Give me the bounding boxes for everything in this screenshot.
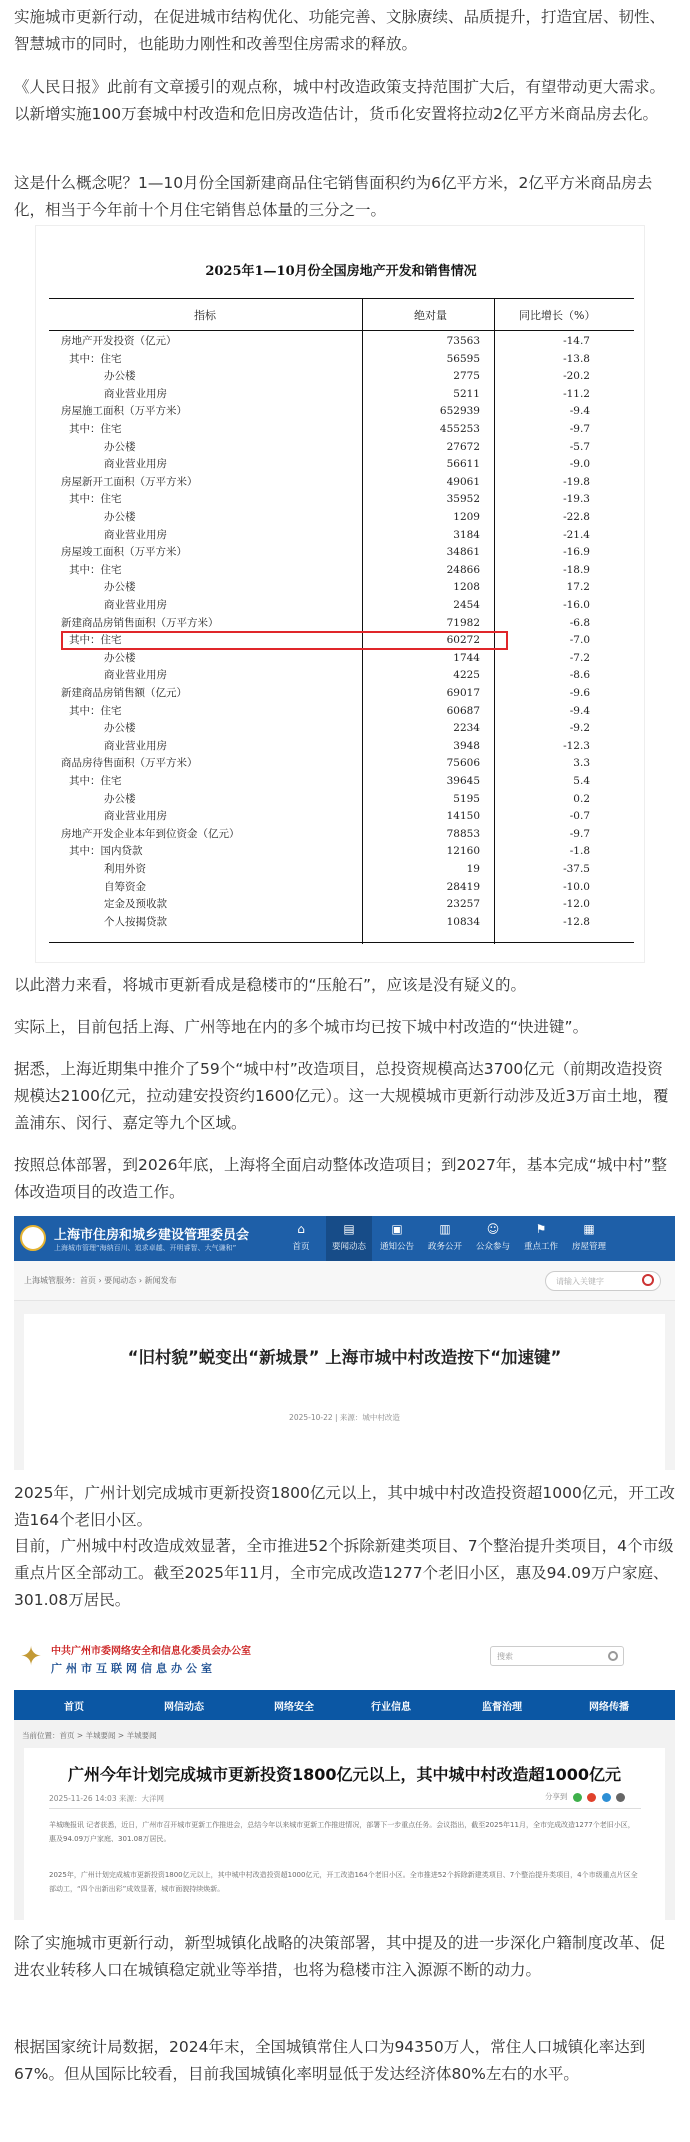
row-value: 2234: [453, 722, 480, 735]
row-indicator: 商业营业用房: [104, 458, 167, 471]
highlight-box: [61, 631, 508, 650]
row-value: 60272: [446, 634, 480, 647]
table-row: [49, 386, 634, 404]
row-indicator: 房屋新开工面积（万平方米）: [61, 475, 198, 488]
row-growth: -11.2: [563, 387, 590, 400]
row-value: 1744: [453, 651, 480, 664]
table-row: [49, 562, 634, 580]
row-value: 12160: [446, 845, 480, 858]
row-growth: -9.7: [569, 423, 590, 435]
row-indicator: 房地产开发企业本年到位资金（亿元）: [61, 827, 240, 840]
paragraph-8: 2025年，广州计划完成城市更新投资1800亿元以上，其中城中村改造投资超1000亿元，开工改造164个老旧小区。: [14, 1484, 675, 1529]
row-growth: -9.7: [569, 827, 590, 840]
table-row: [49, 791, 634, 809]
article-card: [24, 1748, 665, 1920]
row-value: 60687: [446, 704, 480, 717]
paragraph-1: 实施城市更新行动，在促进城市结构优化、功能完善、文脉赓续、品质提升，打造宜居、韧性、智慧城市的同时，也能助力刚性和改善型住房需求的释放。: [14, 8, 666, 53]
article-area: [14, 1720, 675, 1920]
paragraph-7: 按照总体部署，到2026年底，上海将全面启动整体改造项目；到2027年，基本完成“城中村”整体改造项目的改造工作。: [14, 1156, 667, 1201]
row-growth: -20.2: [563, 370, 590, 383]
paragraph-4: 以此潜力来看，将城市更新看成是稳楼市的“压舱石”，应该是没有疑义的。: [14, 976, 527, 994]
row-growth: 17.2: [566, 581, 590, 594]
row-indicator: 其中：国内贷款: [69, 845, 143, 858]
row-indicator: 其中：住宅: [69, 634, 122, 647]
table-row: [49, 879, 634, 897]
search-input[interactable]: [545, 1271, 661, 1291]
row-indicator: 办公楼: [104, 440, 136, 453]
row-growth: -12.8: [563, 915, 590, 928]
row-growth: -13.8: [563, 352, 590, 365]
row-indicator: 办公楼: [104, 651, 136, 664]
table-row: [49, 351, 634, 369]
row-value: 56611: [446, 458, 480, 471]
row-value: 49061: [446, 475, 480, 488]
row-growth: 3.3: [573, 757, 590, 770]
table-row: [49, 456, 634, 474]
breadcrumb-bar: [14, 1261, 675, 1301]
nav-label: 重点工作: [523, 1242, 558, 1252]
table-row: [49, 474, 634, 492]
row-value: 1209: [453, 511, 480, 523]
row-indicator: 商业营业用房: [104, 739, 167, 752]
people-icon: ☺: [486, 1222, 500, 1236]
table-row: [49, 544, 634, 562]
nav-label: 房屋管理: [571, 1242, 606, 1252]
home-icon: ⌂: [297, 1222, 305, 1236]
news-icon: ▤: [343, 1222, 355, 1236]
article-body-2: 2025年，广州计划完成城市更新投资1800亿元以上，其中城中村改造投资超1000亿元，开工改造164个老旧小区。全市推进52个拆除新建类项目、7个整治提升类项目，4个市级重点片区全部动工，“四个出新出彩”成效显著，城市面貌持续焕新。: [49, 1871, 638, 1893]
row-value: 5211: [453, 387, 480, 400]
search-placeholder: 请输入关键字: [556, 1277, 604, 1286]
row-growth: -21.4: [563, 528, 590, 541]
search-icon[interactable]: [608, 1651, 618, 1661]
row-value: 652939: [439, 405, 480, 418]
row-growth: -22.8: [563, 511, 590, 523]
header-indicator: 指标: [194, 309, 216, 322]
row-growth: -5.7: [569, 440, 590, 453]
emblem-logo: ✦: [20, 1642, 42, 1672]
share-bar: [545, 1791, 625, 1802]
nav-industry[interactable]: 行业信息: [371, 1702, 411, 1713]
emblem-logo: [20, 1225, 46, 1251]
nav-news[interactable]: [326, 1216, 372, 1261]
row-growth: -16.9: [563, 546, 590, 559]
row-growth: -16.0: [563, 599, 590, 611]
row-indicator: 自筹资金: [104, 880, 146, 893]
row-indicator: 办公楼: [104, 370, 136, 383]
table-row: [49, 579, 634, 597]
flag-icon: ⚑: [535, 1222, 547, 1236]
row-value: 2454: [453, 599, 480, 611]
row-indicator: 商品房待售面积（万平方米）: [61, 757, 198, 770]
table-row: [49, 491, 634, 509]
row-growth: -19.3: [563, 493, 590, 506]
article-title: 广州今年计划完成城市更新投资1800亿元以上，其中城中村改造超1000亿元: [67, 1765, 622, 1784]
row-value: 3184: [453, 528, 480, 541]
row-value: 23257: [446, 898, 480, 911]
table-row: [49, 720, 634, 738]
nav-participate[interactable]: [470, 1216, 516, 1261]
search-input[interactable]: [490, 1646, 624, 1666]
row-growth: -9.6: [569, 687, 590, 699]
row-growth: -18.9: [563, 563, 590, 576]
paragraph-6: 据悉，上海近期集中推介了59个“城中村”改造项目，总投资规模高达3700亿元（前期改造投资规模达2100亿元，拉动建安投资约1600亿元）。这一大规模城市更新行动涉及近3万亩土地，覆盖浦东、闵行、嘉定等九个区域。: [14, 1060, 669, 1132]
row-growth: -19.8: [563, 475, 590, 488]
breadcrumb: 上海城管服务：首页 › 要闻动态 › 新闻发布: [24, 1276, 177, 1285]
row-growth: -12.0: [563, 898, 590, 911]
row-value: 4225: [453, 669, 480, 682]
article-body-1: 羊城晚报讯 记者获悉，近日，广州市召开城市更新工作推进会，总结今年以来城市更新工作推进情况，部署下一步重点任务。会议指出，截至2025年11月，全市完成改造1277个老旧小区，惠及94.09万户家庭、301.08万居民。: [49, 1821, 635, 1843]
paragraph-10: 除了实施城市更新行动，新型城镇化战略的决策部署，其中提及的进一步深化户籍制度改革、促进农业转移人口在城镇稳定就业等举措，也将为稳楼市注入源源不断的动力。: [14, 1934, 666, 1979]
row-growth: -10.0: [563, 880, 590, 893]
row-indicator: 办公楼: [104, 581, 136, 594]
row-value: 71982: [446, 616, 480, 629]
nav-public[interactable]: [422, 1216, 468, 1261]
row-indicator: 个人按揭贷款: [104, 915, 167, 928]
table-row: [49, 403, 634, 421]
notice-icon: ▣: [391, 1222, 403, 1236]
row-value: 3948: [453, 739, 480, 752]
nav-supervision[interactable]: 监督治理: [482, 1702, 522, 1713]
nav-label: 要闻动态: [331, 1242, 366, 1252]
table-row: [49, 826, 634, 844]
paragraph-5: 实际上，目前包括上海、广州等地在内的多个城市均已按下城中村改造的“快进键”。: [14, 1018, 589, 1036]
table-row: [49, 527, 634, 545]
row-indicator: 办公楼: [104, 792, 136, 805]
nav-notices[interactable]: [374, 1216, 420, 1261]
nav-label: 政务公开: [427, 1242, 462, 1252]
row-growth: -6.8: [569, 616, 590, 629]
row-value: 28419: [446, 880, 480, 893]
nav-security[interactable]: 网络安全: [274, 1702, 314, 1713]
table-row: [49, 509, 634, 527]
row-indicator: 办公楼: [104, 511, 136, 523]
row-growth: -37.5: [563, 863, 590, 875]
row-indicator: 商业营业用房: [104, 599, 167, 611]
header-growth: 同比增长（%）: [519, 309, 596, 322]
row-indicator: 商业营业用房: [104, 528, 167, 541]
nav-communication[interactable]: 网络传播: [589, 1702, 629, 1713]
search-icon[interactable]: [642, 1274, 654, 1286]
row-growth: 0.2: [573, 792, 590, 805]
row-value: 10834: [446, 915, 480, 928]
row-indicator: 新建商品房销售额（亿元）: [61, 687, 187, 699]
article-meta: 2025-11-26 14:03 来源：大洋网: [49, 1794, 164, 1803]
bar-chart-icon: ▥: [439, 1222, 451, 1236]
row-indicator: 商业营业用房: [104, 810, 167, 823]
table-title: 2025年1—10月份全国房地产开发和销售情况: [205, 264, 477, 279]
table-row: [49, 439, 634, 457]
row-indicator: 定金及预收款: [104, 898, 167, 911]
building-icon: ▦: [583, 1222, 595, 1236]
statistics-table-image: [35, 225, 645, 963]
row-growth: -9.4: [569, 704, 590, 717]
row-indicator: 其中：住宅: [69, 704, 122, 717]
row-indicator: 新建商品房销售面积（万平方米）: [61, 616, 219, 629]
table-row: [49, 808, 634, 826]
row-growth: -12.3: [563, 739, 590, 752]
row-value: 75606: [446, 757, 480, 770]
table-row: [49, 667, 634, 685]
row-value: 35952: [446, 493, 480, 506]
print-icon[interactable]: [616, 1793, 625, 1802]
table-row: [49, 861, 634, 879]
row-growth: -7.0: [569, 634, 590, 647]
row-indicator: 房屋竣工面积（万平方米）: [61, 546, 187, 559]
row-indicator: 其中：住宅: [69, 775, 122, 787]
row-value: 2775: [453, 370, 480, 383]
row-growth: -9.0: [569, 458, 590, 471]
table-header: [49, 299, 634, 331]
row-indicator: 其中：住宅: [69, 563, 122, 576]
row-growth: -8.6: [569, 669, 590, 682]
weibo-icon[interactable]: [587, 1793, 596, 1802]
table-row: [49, 597, 634, 615]
row-indicator: 房地产开发投资（亿元）: [61, 335, 177, 347]
guangzhou-site-screenshot: [14, 1627, 675, 1920]
row-value: 78853: [446, 827, 480, 840]
table-row: [49, 755, 634, 773]
article-meta: 2025-10-22 | 来源：城中村改造: [289, 1413, 400, 1422]
table-row: [49, 843, 634, 861]
row-value: 19: [466, 863, 480, 875]
nav-label: 公众参与: [475, 1242, 510, 1252]
nav-label: 通知公告: [379, 1242, 414, 1252]
row-growth: -14.7: [563, 335, 590, 347]
site-header: [14, 1216, 675, 1261]
row-indicator: 其中：住宅: [69, 352, 122, 365]
table-row: [49, 615, 634, 633]
row-indicator: 利用外资: [104, 863, 146, 875]
row-value: 39645: [446, 775, 480, 787]
row-value: 27672: [446, 440, 480, 453]
row-value: 34861: [446, 546, 480, 559]
table-row: [49, 914, 634, 932]
row-growth: -7.2: [569, 651, 590, 664]
row-value: 24866: [446, 563, 480, 576]
row-growth: -9.4: [569, 405, 590, 418]
table-row: [49, 685, 634, 703]
paragraph-2: 《人民日报》此前有文章援引的观点称，城中村改造政策支持范围扩大后，有望带动更大需求。以新增实施100万套城中村改造和危旧房改造估计，货币化安置将拉动2亿平方米商品房去化。: [14, 78, 666, 123]
table-row: [49, 738, 634, 756]
nav-housing[interactable]: [566, 1216, 612, 1261]
share-label: 分享到: [544, 1792, 568, 1801]
row-indicator: 其中：住宅: [69, 423, 122, 435]
row-indicator: 商业营业用房: [104, 669, 167, 682]
row-indicator: 商业营业用房: [104, 387, 167, 400]
site-name-line-2: 广州市互联网信息办公室: [51, 1662, 216, 1675]
shanghai-site-screenshot: [14, 1216, 675, 1470]
header-absolute: 绝对量: [414, 309, 447, 322]
table-row: [49, 421, 634, 439]
site-nav: [14, 1690, 675, 1720]
table-row: [49, 773, 634, 791]
nav-news[interactable]: 网信动态: [164, 1702, 204, 1713]
row-value: 56595: [446, 352, 480, 365]
row-indicator: 其中：住宅: [69, 493, 122, 506]
site-name-line-1: 中共广州市委网络安全和信息化委员会办公室: [51, 1646, 251, 1657]
nav-label: 首页: [292, 1242, 310, 1252]
table-row: [49, 368, 634, 386]
site-slogan: 上海城市管理“海纳百川、追求卓越、开明睿智、大气谦和”: [54, 1244, 237, 1252]
qq-icon[interactable]: [602, 1793, 611, 1802]
row-value: 14150: [446, 810, 480, 823]
row-growth: -9.2: [569, 722, 590, 735]
site-name: 上海市住房和城乡建设管理委员会: [54, 1228, 250, 1243]
paragraph-3: 这是什么概念呢？1—10月份全国新建商品住宅销售面积约为6亿平方米，2亿平方米商品房去化，相当于今年前十个月住宅销售总体量的三分之一。: [14, 174, 653, 219]
row-indicator: 办公楼: [104, 722, 136, 735]
row-indicator: 房屋施工面积（万平方米）: [61, 405, 187, 418]
search-placeholder: 搜索: [497, 1652, 513, 1661]
article-title: “旧村貌”蜕变出“新城景” 上海市城中村改造按下“加速键”: [127, 1348, 562, 1367]
row-value: 1208: [453, 581, 480, 594]
row-growth: -0.7: [569, 810, 590, 823]
nav-home[interactable]: 首页: [64, 1702, 84, 1713]
statistics-table: [49, 298, 634, 943]
breadcrumb: 当前位置：首页 > 羊城要闻 > 羊城要闻: [22, 1731, 157, 1740]
nav-key-work[interactable]: [518, 1216, 564, 1261]
table-row: [49, 650, 634, 668]
row-value: 73563: [446, 335, 480, 347]
row-value: 5195: [453, 792, 480, 805]
table-row: [49, 896, 634, 914]
wechat-icon[interactable]: [573, 1793, 582, 1802]
paragraph-9: 目前，广州城中村改造成效显著，全市推进52个拆除新建类项目、7个整治提升类项目，4个市级重点片区全部动工。截至2025年11月，全市完成改造1277个老旧小区，惠及94.09万户家庭、301.08万居民。: [14, 1537, 674, 1609]
nav-home[interactable]: [278, 1216, 324, 1261]
row-growth: -1.8: [569, 845, 590, 858]
table-row: [49, 703, 634, 721]
article-card: [24, 1314, 665, 1470]
row-value: 69017: [446, 687, 480, 699]
table-row: [49, 333, 634, 351]
row-growth: 5.4: [573, 775, 590, 787]
divider: [49, 1808, 641, 1809]
row-value: 455253: [439, 423, 480, 435]
paragraph-11: 根据国家统计局数据，2024年末，全国城镇常住人口为94350万人，常住人口城镇化率达到67%。但从国际比较看，目前我国城镇化率明显低于发达经济体80%左右的水平。: [14, 2038, 646, 2083]
